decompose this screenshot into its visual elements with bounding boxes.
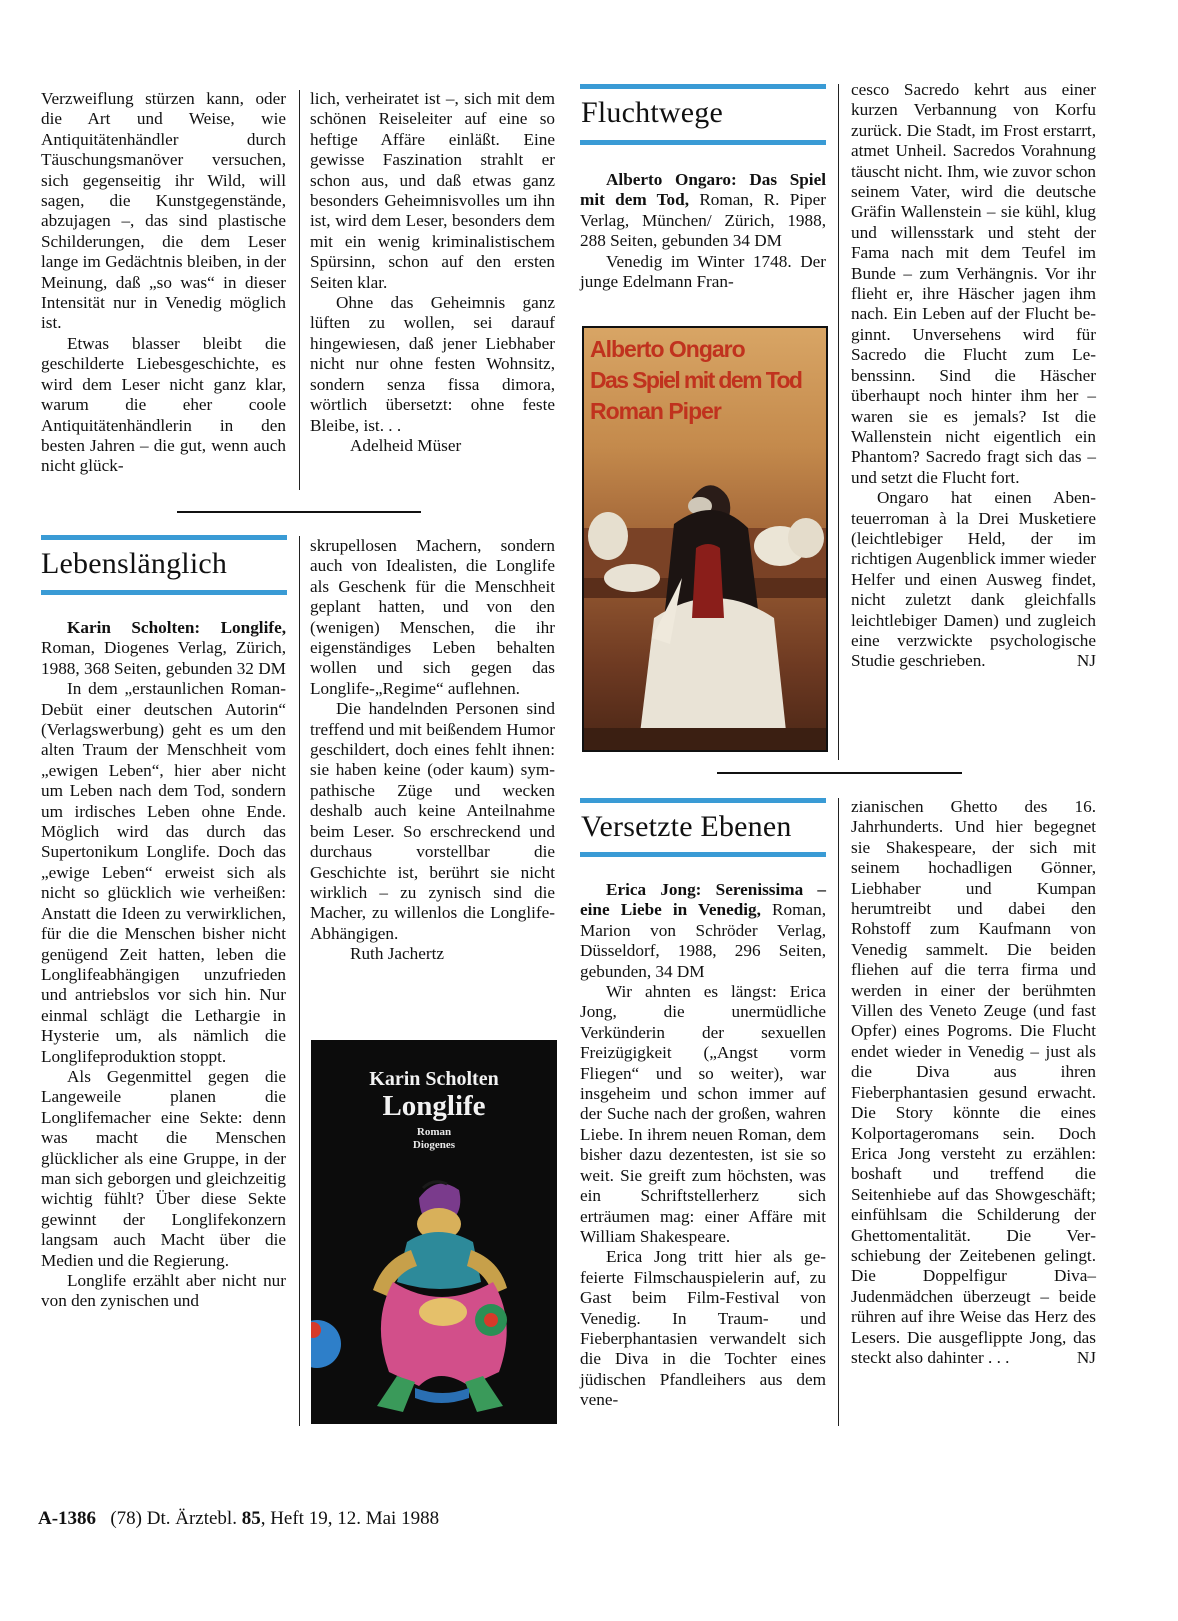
- book-publisher-info: Roman, Diogenes Verlag, Zürich, 1988, 368 Seiten, gebunden 32 DM: [41, 638, 286, 678]
- paragraph-text: Ongaro hat einen Abenteuerroman à la Drei Musketiere (leichtlebiger Held, der im richtigen Augenblick immer wieder Helfer und einen Ausweg findet, nicht zuletzt dank gleichfalls leichtlebiger Damen) und zugleich eine verzwickte psychologische Studie geschrieben.: [851, 488, 1096, 671]
- cover-title: Longlife: [382, 1090, 486, 1122]
- book-cover-spiel-mit-dem-tod: [582, 326, 828, 752]
- cover-publisher: Roman Piper: [590, 398, 721, 424]
- journal-name: (78) Dt. Ärztebl.: [110, 1508, 237, 1529]
- author-signature: NJ: [1076, 651, 1096, 671]
- section-separator: [717, 772, 962, 774]
- section-title-fluchtwege: Fluchtwege: [581, 96, 723, 129]
- column-divider: [838, 798, 839, 1426]
- book-cover-longlife: [311, 1040, 557, 1424]
- journal-volume: 85: [241, 1508, 261, 1529]
- bibliography: [580, 170, 826, 252]
- fluchtwege-column-2: [851, 80, 1096, 672]
- section-title-versetzte-ebenen: Versetzte Ebenen: [581, 810, 792, 843]
- page-footer: [38, 1508, 439, 1530]
- bibliography: [580, 880, 826, 982]
- page-number: A-1386: [38, 1508, 97, 1529]
- cover-author: Karin Scholten: [369, 1068, 499, 1090]
- paragraph: Die handelnden Personen sind treffend und mit beißendem Humor geschildert, doch eines fehlt ihnen: sie haben keine (oder kaum) sympathische Züge und wecken deshalb auch keine Anteilnahme beim Leser. So erschreckend und durchaus vorstellbar die Geschichte ist, berührt sie nicht wirklich – zu zynisch sind die Macher, zu willenlos die Longlife-Abhängigen.: [310, 699, 555, 943]
- paragraph: Ohne das Geheimnis ganz lüften zu wollen, sei darauf hingewiesen, daß jener Liebhaber nicht nur ohne festen Wohnsitz, sondern senza fissa dimora, wörtlich übersetzt: ohne feste Bleibe, ist. . .: [310, 293, 555, 435]
- title-bar-top: [41, 535, 287, 540]
- paragraph: Wir ahnten es längst: Erica Jong, die unermüdliche Verkünderin der sexuellen Freizügigkeit („Angst vorm Fliegen“ und so weiter), war insgeheim und schon immer auf der Suche nach der großen, wahren Liebe. In ihrem neuen Roman, dem bisher dazu dezentesten, ist sie so weit. Sie greift zum höchsten, was ein Schriftstellerherz sich erträumen mag: einer Affäre mit William Shakespeare.: [580, 982, 826, 1246]
- book-author-title: Alberto Ongaro: Das Spiel mit dem Tod,: [580, 170, 826, 210]
- paragraph-text: zianischen Ghetto des 16. Jahrhunderts. Und hier begegnet sie Shakespeare, der sich mit seinem hochadligen Gönner, Liebhaber und Kumpan herumtreibt und dabei den Rohstoff zum Kaufmann von Venedig sammelt. Die beiden fliehen auf die terra firma und werden in einer der berühmten Villen des Veneto Zeuge (und fast Opfer) eines Pogroms. Die Flucht endet wieder in Venedig – just als die Diva aus ihren Fieberphantasien gesund erwacht. Die Story könnte die eines Kolportageromans sein. Doch Erica Jong versteht zu erzählen: boshaft und treffend die Seitenhiebe auf das Showgeschäft; einfühlsam die Schilderung der Ghettomentalität. Die Verschiebung der Zeitebenen gelingt. Die Doppelfigur Diva–Judenmädchen überzeugt – beide rühren auf ihre Weise das Herz des Lesers. Die ausgeflippte Jong, das steckt also dahinter . . .: [851, 797, 1096, 1367]
- paragraph: Longlife erzählt aber nicht nur von den zynischen und: [41, 1271, 286, 1311]
- paragraph: [851, 488, 1096, 672]
- book-author-title: Erica Jong: Serenissima – eine Liebe in Venedig,: [580, 880, 826, 920]
- title-bar-bottom: [580, 852, 826, 857]
- cover-illustration: [311, 1154, 557, 1424]
- cover-publisher: Diogenes: [412, 1139, 456, 1151]
- paragraph: In dem „erstaunlichen Roman-Debüt einer deutschen Autorin“ (Verlagswerbung) geht es um den alten Traum der Menschheit vom „ewigen Leben“, hier aber nicht um Leben nach dem Tod, sondern um irdisches Leben ohne Ende. Möglich wird das durch das Supertonikum Longlife. Doch das „ewige Leben“ erweist sich als nicht so glücklich wie verheißen: Anstatt die Ideen zu verwirklichen, für die die Menschen bisher nicht genügend Zeit hatten, leben die Longlifeabhängigen unzufrieden und antriebslos vor sich hin. Nur einmal schlägt die Lethargie in Hysterie um, als nämlich die Longlifeproduktion stoppt.: [41, 679, 286, 1066]
- versetzte-column-2: [851, 797, 1096, 1368]
- author-signature: NJ: [1076, 1347, 1096, 1367]
- column-divider: [838, 84, 839, 760]
- paragraph: skrupellosen Machern, sondern auch von Idealisten, die Longlife als Geschenk für die Menschheit geplant hatten, und von den (wenigen) Menschen, die ihr eigenständiges Leben behalten wollen und sich gegen das Longlife-„Regime“ auflehnen.: [310, 536, 555, 698]
- versetzte-column-1: [580, 880, 826, 1411]
- fluchtwege-column-1: [580, 170, 826, 292]
- cover-genre: Roman: [416, 1126, 452, 1138]
- cover-author: Alberto Ongaro: [590, 336, 745, 362]
- cover-title: Das Spiel mit dem Tod: [590, 367, 802, 393]
- lebenslaenglich-column-1: [41, 618, 286, 1312]
- title-bar-top: [580, 798, 826, 803]
- column-divider: [299, 90, 300, 490]
- paragraph: lich, verheiratet ist –, sich mit dem schönen Reiseleiter auf eine so heftige Affäre einläßt. Eine gewisse Faszination strahlt er schon aus, und daß etwas ganz besonders Geheimnisvolles um ihn ist, wird dem Leser, besonders dem mit ein wenig kriminalistischem Spürsinn, schon auf den ersten Seiten klar.: [310, 89, 555, 292]
- paragraph: Venedig im Winter 1748. Der junge Edelmann Fran-: [580, 251, 826, 292]
- cover-painting: [584, 428, 826, 750]
- book-publisher-info: Roman, R. Piper Verlag, München/ Zürich, 1988, 288 Seiten, gebunden 34 DM: [580, 190, 826, 251]
- section-separator: [177, 511, 421, 513]
- column-divider: [299, 536, 300, 1426]
- author-signature: Ruth Jachertz: [350, 944, 445, 964]
- paragraph: Erica Jong tritt hier als gefeierte Filmschauspielerin auf, zu Gast beim Film-Festival von Venedig. In Traum- und Fieberphantasien verwandelt sich die Diva in die Tochter eines jüdischen Pfandleihers aus dem vene-: [580, 1247, 826, 1410]
- article-top-column-1: [41, 89, 286, 477]
- section-title-lebenslaenglich: Lebenslänglich: [41, 547, 228, 580]
- title-bar-bottom: [41, 590, 287, 595]
- title-bar-bottom: [580, 140, 826, 145]
- article-top-column-2: [310, 89, 555, 456]
- lebenslaenglich-column-2: [310, 536, 555, 965]
- paragraph: cesco Sacredo kehrt aus einer kurzen Verbannung von Korfu zurück. Die Stadt, im Frost erstarrt, atmet Unheil. Sacredos Vorahnung täuscht nicht. Ihm, wie zuvor schon seinem Vater, wird die deutsche Gräfin Wallenstein – sie kühl, klug und willensstark und steht der Fama nach mit dem Teufel im Bunde – zum Verhängnis. Vor ihr flieht er, ihre Häscher jagen ihm nach. Ein Leben auf der Flucht beginnt. Unversehens wird für Sacredo die Flucht zum Lebenssinn. Sind die Häscher überhaupt noch hinter ihm her – waren sie es jemals? Ist die Wallenstein nicht eigentlich ein Phantom? Sacredo fragt sich das – und setzt die Flucht fort.: [851, 80, 1096, 487]
- paragraph: [851, 797, 1096, 1368]
- book-author-title: Karin Scholten: Longlife,: [67, 618, 286, 637]
- author-signature: Adelheid Müser: [350, 435, 462, 455]
- bibliography: [41, 618, 286, 679]
- paragraph: Als Gegenmittel gegen die Langeweile planen die Longlifemacher eine Sekte: denn was macht die Menschen glücklicher als eine Gruppe, in der man sich geborgen und gleichzeitig wichtig fühlt? Über diese Sekte gewinnt der Longlifekonzern langsam auch Macht über die Medien und die Regierung.: [41, 1066, 286, 1270]
- issue-date: , Heft 19, 12. Mai 1988: [260, 1508, 440, 1529]
- paragraph: Verzweiflung stürzen kann, oder die Art und Weise, wie Antiquitätenhändler durch Täuschungsmanöver versuchen, sich gegenseitig ihr Wild, will sagen, die Kunstgegenstände, abzujagen –, das sind plastische Schilderungen, die dem Leser lange im Gedächtnis bleiben, in der Meinung, daß „so was“ in dieser Intensität nur in Venedig möglich ist.: [41, 89, 286, 333]
- paragraph: Etwas blasser bleibt die geschilderte Liebesgeschichte, es wird dem Leser nicht ganz klar, warum die eher coole Antiquitätenhändlerin in den besten Jahren – die gut, wenn auch nicht glück-: [41, 333, 286, 476]
- book-publisher-info: Roman, Marion von Schröder Verlag, Düsseldorf, 1988, 296 Seiten, gebunden, 34 DM: [580, 900, 826, 981]
- title-bar-top: [580, 84, 826, 89]
